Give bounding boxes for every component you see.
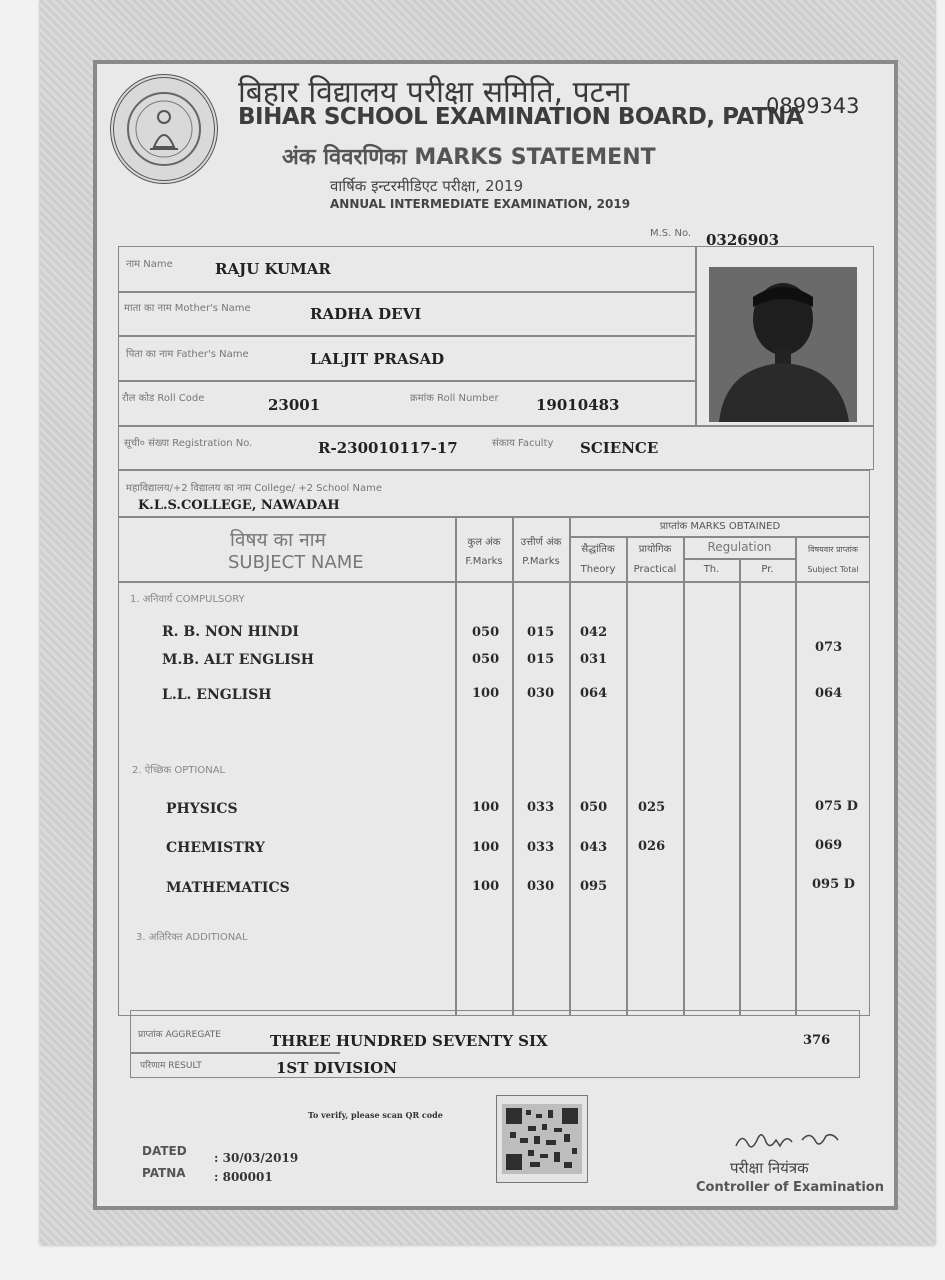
exam-title-hindi: वार्षिक इन्टरमीडिएट परीक्षा, 2019 xyxy=(330,177,524,195)
controller-title-hindi: परीक्षा नियंत्रक xyxy=(730,1159,809,1177)
subject-name: M.B. ALT ENGLISH xyxy=(162,652,314,668)
full-marks: 100 xyxy=(472,800,500,815)
subject-name: R. B. NON HINDI xyxy=(162,624,299,640)
full-marks: 100 xyxy=(472,686,500,701)
student-name: RAJU KUMAR xyxy=(215,260,331,278)
ms-no-label: M.S. No. xyxy=(650,228,692,239)
full-marks: 100 xyxy=(472,879,500,894)
ms-no-value: 0326903 xyxy=(706,231,780,249)
faculty-label: संकाय Faculty xyxy=(492,438,554,449)
regulation-practical-header: Pr. xyxy=(761,564,774,575)
subject-total-header: Subject Total xyxy=(807,565,859,574)
seal-emblem-icon xyxy=(124,89,204,169)
subject-total-header-hindi: विषयवार प्राप्तांक xyxy=(808,545,858,554)
practical-header-hindi: प्रायोगिक xyxy=(638,544,672,555)
serial-number: 0899343 xyxy=(766,94,860,118)
board-title: BIHAR SCHOOL EXAMINATION BOARD, PATNA xyxy=(238,104,804,130)
marks-obtained-header: प्राप्तांक MARKS OBTAINED xyxy=(659,521,781,532)
full-marks: 050 xyxy=(472,652,500,667)
col-divider xyxy=(626,536,628,1016)
registration-no: R-230010117-17 xyxy=(318,439,458,457)
full-marks: 050 xyxy=(472,625,500,640)
subject-name: PHYSICS xyxy=(166,801,238,817)
roll-code: 23001 xyxy=(268,396,321,414)
pass-marks: 015 xyxy=(527,625,555,640)
pass-marks: 030 xyxy=(527,879,555,894)
qr-code xyxy=(496,1095,588,1183)
aggregate-divider xyxy=(130,1052,340,1054)
col-divider xyxy=(683,536,685,1016)
subject-header: SUBJECT NAME xyxy=(228,552,364,573)
theory-marks: 043 xyxy=(580,840,608,855)
result-label: परिणाम RESULT xyxy=(140,1061,202,1071)
col-divider xyxy=(569,516,571,1016)
roll-number-label: क्रमांक Roll Number xyxy=(410,393,499,404)
exam-title: ANNUAL INTERMEDIATE EXAMINATION, 2019 xyxy=(330,197,631,211)
regulation-theory-header: Th. xyxy=(703,564,720,575)
subject-name: CHEMISTRY xyxy=(166,840,265,856)
issue-date: : 30/03/2019 xyxy=(214,1151,299,1165)
verify-note: To verify, please scan QR code xyxy=(308,1110,443,1120)
table-header-divider xyxy=(118,581,870,583)
roll-code-label: रौल कोड Roll Code xyxy=(122,393,205,404)
subject-total: 069 xyxy=(815,838,843,853)
col-divider xyxy=(455,516,457,1016)
name-row xyxy=(118,246,696,292)
college-name: K.L.S.COLLEGE, NAWADAH xyxy=(138,498,340,513)
controller-title: Controller of Examination xyxy=(696,1180,884,1195)
father-name-label: पिता का नाम Father's Name xyxy=(126,349,249,360)
section-optional: 2. ऐच्छिक OPTIONAL xyxy=(132,765,226,776)
subject-header-hindi: विषय का नाम xyxy=(230,529,326,551)
pmarks-header: P.Marks xyxy=(522,556,560,567)
subject-name: L.L. ENGLISH xyxy=(162,687,272,703)
theory-marks: 050 xyxy=(580,800,608,815)
theory-header: Theory xyxy=(580,564,616,575)
col-divider xyxy=(795,536,797,1016)
place-label: PATNA xyxy=(142,1166,186,1180)
name-label: नाम Name xyxy=(126,259,173,270)
pass-marks: 033 xyxy=(527,840,555,855)
theory-marks: 064 xyxy=(580,686,608,701)
subject-total: 095 D xyxy=(812,877,855,892)
pass-marks: 033 xyxy=(527,800,555,815)
subject-total: 075 D xyxy=(815,799,858,814)
dated-label: DATED xyxy=(142,1144,187,1158)
aggregate-words: THREE HUNDRED SEVENTY SIX xyxy=(270,1032,548,1050)
registration-label: सूची० संख्या Registration No. xyxy=(124,438,253,449)
subject-total: 073 xyxy=(815,640,843,655)
theory-marks: 095 xyxy=(580,879,608,894)
mother-name-label: माता का नाम Mother's Name xyxy=(124,303,251,314)
practical-marks: 025 xyxy=(638,800,666,815)
obtained-header-divider xyxy=(569,536,870,538)
pass-marks: 030 xyxy=(527,686,555,701)
fmarks-header-hindi: कुल अंक xyxy=(467,537,501,548)
full-marks: 100 xyxy=(472,840,500,855)
section-compulsory: 1. अनिवार्य COMPULSORY xyxy=(130,594,245,605)
faculty: SCIENCE xyxy=(580,439,659,457)
col-divider xyxy=(512,516,514,1016)
section-additional: 3. अतिरिक्त ADDITIONAL xyxy=(136,932,248,943)
controller-signature xyxy=(730,1122,850,1158)
aggregate-total: 376 xyxy=(803,1033,831,1048)
board-seal xyxy=(110,74,218,184)
statement-title: अंक विवरणिका MARKS STATEMENT xyxy=(282,145,656,170)
place-pin: : 800001 xyxy=(214,1170,273,1184)
theory-header-hindi: सैद्धांतिक xyxy=(581,544,615,555)
college-label: महाविद्यालय/+2 विद्यालय का नाम College/ +2 School Name xyxy=(126,483,382,494)
board-title-hindi: बिहार विद्यालय परीक्षा समिति, पटना xyxy=(238,75,630,110)
pass-marks: 015 xyxy=(527,652,555,667)
qr-code-icon xyxy=(502,1104,582,1174)
regulation-header: Regulation xyxy=(707,540,772,554)
mother-name: RADHA DEVI xyxy=(310,305,422,323)
subject-name: MATHEMATICS xyxy=(166,880,290,896)
pmarks-header-hindi: उत्तीर्ण अंक xyxy=(520,537,562,548)
father-name: LALJIT PRASAD xyxy=(310,350,445,368)
aggregate-label: प्राप्तांक AGGREGATE xyxy=(138,1030,221,1040)
practical-header: Practical xyxy=(633,564,677,575)
roll-number: 19010483 xyxy=(536,396,620,414)
result-value: 1ST DIVISION xyxy=(276,1059,397,1077)
practical-marks: 026 xyxy=(638,839,666,854)
theory-marks: 031 xyxy=(580,652,608,667)
subject-total: 064 xyxy=(815,686,843,701)
col-divider xyxy=(739,558,741,1016)
theory-marks: 042 xyxy=(580,625,608,640)
fmarks-header: F.Marks xyxy=(465,556,503,567)
student-portrait-icon xyxy=(709,267,857,422)
student-photo xyxy=(709,267,857,422)
